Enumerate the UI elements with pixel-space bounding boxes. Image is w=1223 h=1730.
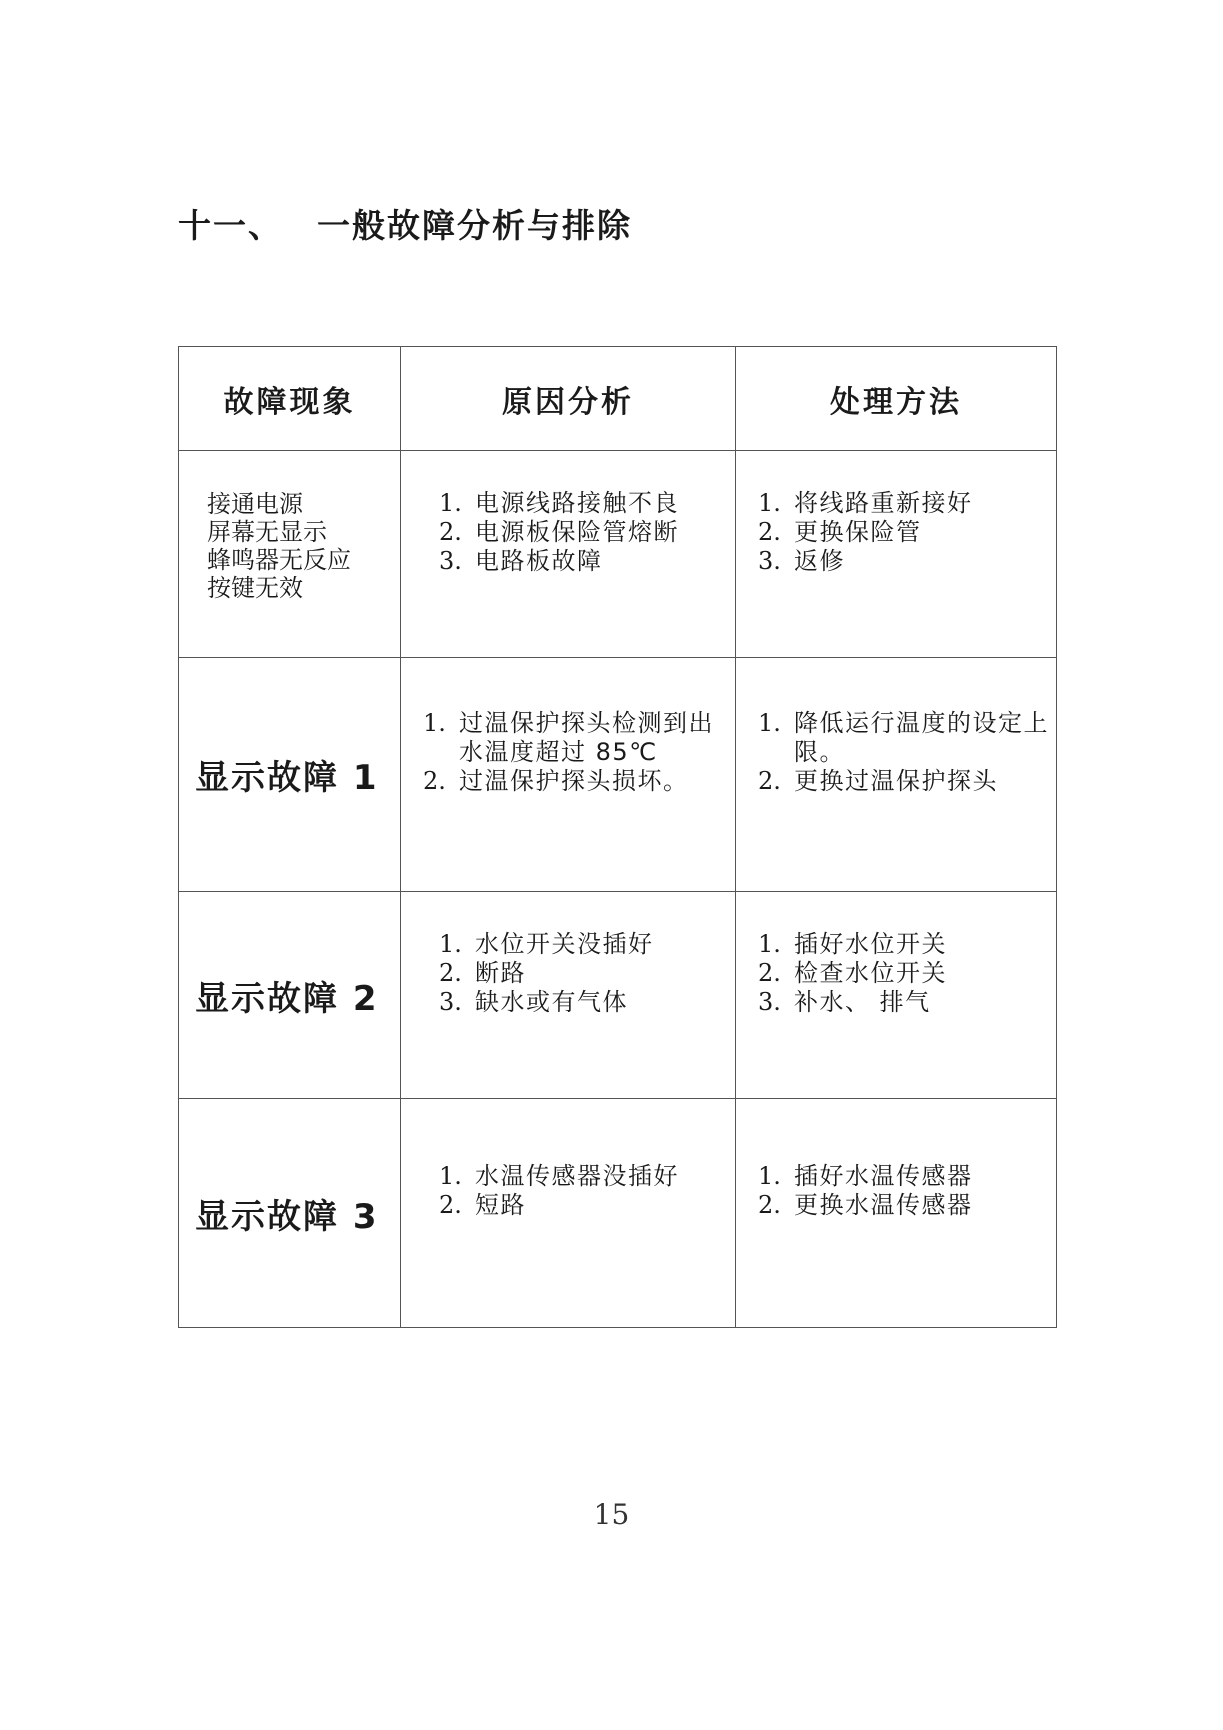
section-number: 十一、 [178,206,283,245]
table-row [179,451,1057,658]
cause-list [401,1162,735,1220]
list-item: 1. 过温保护探头检测到出水温度超过 85℃ [423,709,714,766]
list-item: 2. 短路 [439,1191,526,1219]
list-item: 3. 补水、 排气 [758,987,931,1016]
troubleshooting-table [178,346,1057,1328]
table-header-row [179,347,1057,451]
fix-list [736,489,1056,576]
symptom-cell [179,658,401,892]
list-item: 1. 水位开关没插好 [439,929,654,958]
list-item: 2. 电源板保险管熔断 [439,517,679,546]
table-row [179,1099,1057,1328]
symptom-cell [179,892,401,1099]
fix-list [736,1162,1056,1220]
list-item: 2. 更换过温保护探头 [758,767,998,795]
list-item: 2. 更换水温传感器 [758,1191,973,1219]
symptom-text [179,490,400,602]
list-item: 1. 插好水温传感器 [758,1162,973,1190]
list-item: 1. 降低运行温度的设定上限。 [758,709,1049,766]
cause-list [401,709,735,796]
symptom-text: 显示故障 3 [195,1196,379,1237]
list-item: 1. 将线路重新接好 [758,488,973,517]
fix-cell [736,1099,1057,1328]
cause-cell [401,451,736,658]
header-fix: 处理方法 [736,347,1057,451]
fix-cell [736,892,1057,1099]
header-cause: 原因分析 [401,347,736,451]
list-item: 2. 断路 [439,958,526,987]
symptom-line: 蜂鸣器无反应 [207,546,351,574]
symptom-text: 显示故障 1 [195,758,379,798]
cause-cell [401,892,736,1099]
fix-list [736,930,1056,1017]
header-symptom: 故障现象 [179,347,401,451]
cause-cell [401,658,736,892]
list-item: 2. 检查水位开关 [758,958,947,987]
list-item: 1. 水温传感器没插好 [439,1162,679,1190]
symptom-cell [179,1099,401,1328]
symptom-line: 按键无效 [207,574,303,602]
section-heading [178,200,632,247]
list-item: 3. 缺水或有气体 [439,987,628,1016]
symptom-line: 屏幕无显示 [207,518,327,546]
list-item: 2. 更换保险管 [758,517,922,546]
table-row [179,658,1057,892]
cause-cell [401,1099,736,1328]
list-item: 1. 电源线路接触不良 [439,488,679,517]
fix-cell [736,658,1057,892]
list-item: 2. 过温保护探头损坏。 [423,767,689,795]
cause-list [401,930,735,1017]
list-item: 1. 插好水位开关 [758,929,947,958]
fix-list [736,709,1056,796]
symptom-cell [179,451,401,658]
fix-cell [736,451,1057,658]
page-number: 15 [593,1498,630,1531]
list-item: 3. 返修 [758,546,845,575]
list-item: 3. 电路板故障 [439,546,603,575]
cause-list [401,489,735,576]
section-title: 一般故障分析与排除 [317,206,632,245]
symptom-text: 显示故障 2 [195,978,379,1019]
symptom-line: 接通电源 [207,490,303,518]
table-row [179,892,1057,1099]
